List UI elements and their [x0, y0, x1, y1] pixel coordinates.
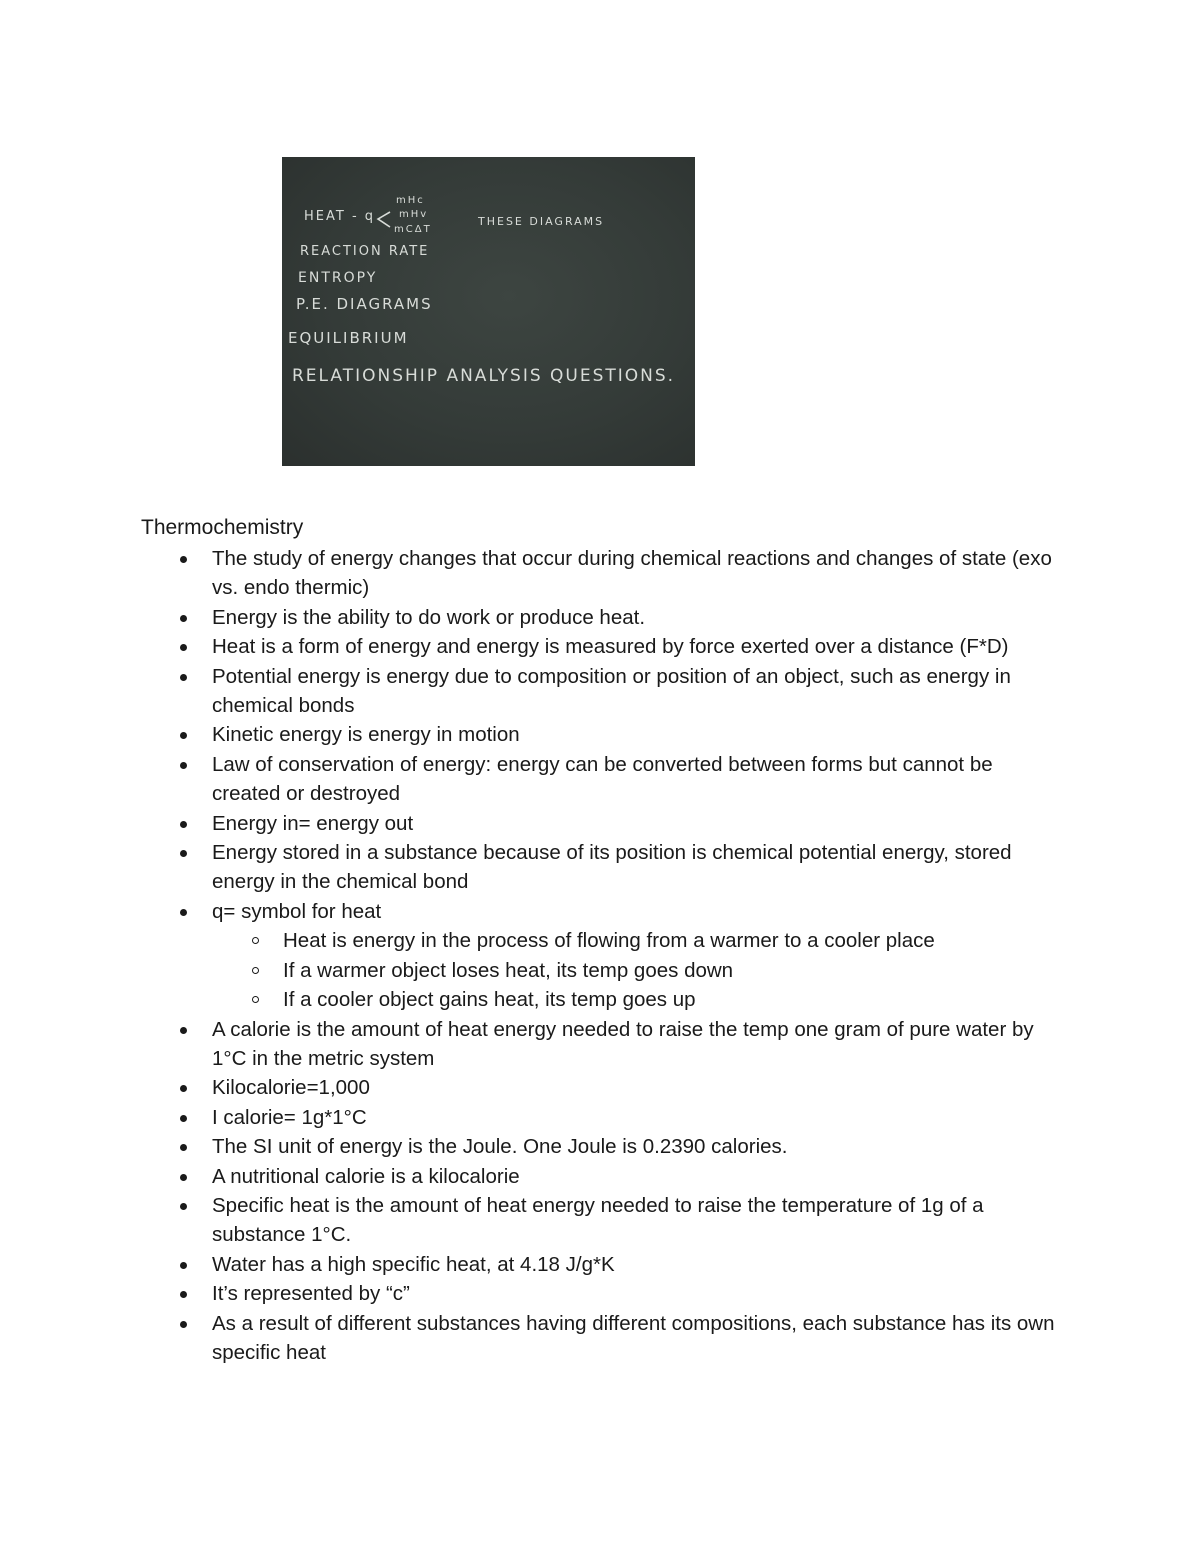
chalk-entropy: ENTROPY	[298, 270, 378, 286]
list-item: I calorie= 1g*1°C	[212, 1103, 1062, 1132]
list-item: The study of energy changes that occur during chemical reactions and changes of state (exo vs. endo thermic)	[212, 544, 1062, 603]
list-item: Heat is a form of energy and energy is measured by force exerted over a distance (F*D)	[212, 632, 1062, 661]
list-item: Specific heat is the amount of heat energy needed to raise the temperature of 1g of a substance 1°C.	[212, 1191, 1062, 1250]
list-item: It’s represented by “c”	[212, 1279, 1062, 1308]
sub-list	[212, 926, 1062, 1014]
chalk-pe-diagrams: P.E. DIAGRAMS	[296, 295, 433, 313]
chalk-reaction-rate: REACTION RATE	[300, 244, 430, 259]
chalk-mcdt: mCΔT	[394, 224, 432, 235]
sub-list-item: Heat is energy in the process of flowing from a warmer to a cooler place	[283, 926, 1062, 955]
chalk-equilibrium: EQUILIBRIUM	[288, 329, 409, 347]
chalk-mhv: mHv	[399, 209, 429, 220]
list-item: The SI unit of energy is the Joule. One Joule is 0.2390 calories.	[212, 1132, 1062, 1161]
list-item: Kinetic energy is energy in motion	[212, 720, 1062, 749]
chalkboard-photo	[282, 157, 695, 466]
list-item: Energy is the ability to do work or produce heat.	[212, 603, 1062, 632]
chalk-these-diagrams: THESE DIAGRAMS	[478, 215, 605, 228]
list-item: Potential energy is energy due to composition or position of an object, such as energy in chemical bonds	[212, 662, 1062, 721]
list-item: Energy stored in a substance because of its position is chemical potential energy, stored energy in the chemical bond	[212, 838, 1062, 897]
list-item: Water has a high specific heat, at 4.18 J/g*K	[212, 1250, 1062, 1279]
chalk-mhc: mHc	[396, 195, 425, 206]
list-item-with-sublist	[212, 897, 1062, 1015]
list-item: A nutritional calorie is a kilocalorie	[212, 1162, 1062, 1191]
chalk-brace	[378, 212, 390, 227]
page-title: Thermochemistry	[141, 516, 304, 539]
list-item: A calorie is the amount of heat energy needed to raise the temp one gram of pure water by 1°C in the metric system	[212, 1015, 1062, 1074]
list-item: Energy in= energy out	[212, 809, 1062, 838]
sub-list-item: If a warmer object loses heat, its temp goes down	[283, 956, 1062, 985]
chalk-relationship-questions: RELATIONSHIP ANALYSIS QUESTIONS.	[292, 366, 676, 386]
chalk-heat-q: HEAT - q	[304, 209, 376, 224]
sub-list-item: If a cooler object gains heat, its temp goes up	[283, 985, 1062, 1014]
chalkboard-writing	[282, 157, 695, 466]
list-item: As a result of different substances having different compositions, each substance has its own specific heat	[212, 1309, 1062, 1368]
notes-list	[212, 544, 1062, 1367]
list-item-text: q= symbol for heat	[212, 899, 382, 923]
list-item: Law of conservation of energy: energy can be converted between forms but cannot be created or destroyed	[212, 750, 1062, 809]
list-item: Kilocalorie=1,000	[212, 1073, 1062, 1102]
